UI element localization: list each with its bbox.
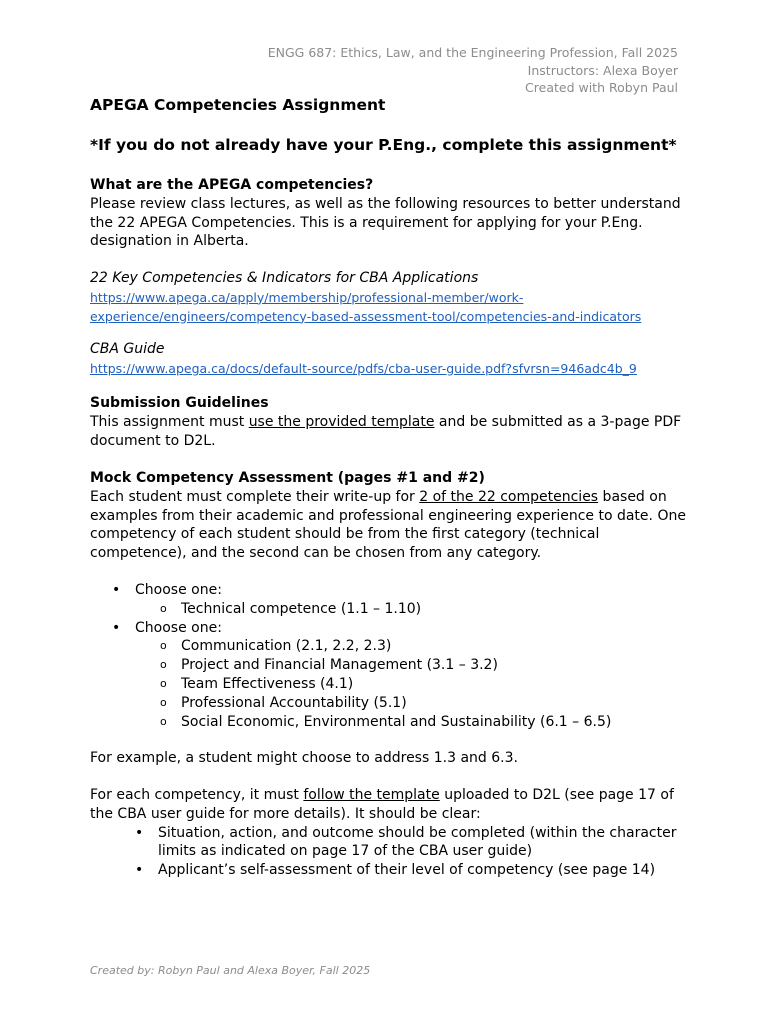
example-paragraph: For example, a student might choose to address 1.3 and 6.3. [90, 750, 518, 766]
bullet-icon: • [135, 862, 144, 879]
resource-competencies [90, 269, 690, 326]
resource-link[interactable]: https://www.apega.ca/apply/membership/professional-member/work- experience/engineers/competency-based-assessment-tool/competencies-and-indicators [90, 289, 642, 324]
competency-choices-list [90, 581, 690, 731]
list-item: o Social Economic, Environmental and Sustainability (6.1 – 6.5) [160, 713, 612, 730]
section-body: This assignment must use the provided template and be submitted as a 3-page PDF document to D2L. [90, 413, 682, 449]
section-body: Each student must complete their write-up for 2 of the 22 competencies based on examples from their academic and professional engineering experience to date. One competency of each student should be from the first category (technical competence), and the second can be chosen from any category. [90, 488, 686, 562]
section-heading: Mock Competency Assessment (pages #1 and #2) [90, 470, 485, 486]
section-mock-assessment [90, 469, 690, 563]
list-item: o Professional Accountability (5.1) [160, 694, 407, 711]
course-line: ENGG 687: Ethics, Law, and the Engineering Profession, Fall 2025 [267, 45, 678, 60]
document-header [268, 44, 678, 97]
section-submission-guidelines [90, 394, 690, 450]
resource-title: CBA Guide [90, 341, 165, 357]
section-body: Please review class lectures, as well as the following resources to better understand the 22 APEGA Competencies. This is a requirement for applying for your P.Eng. designation in Alberta. [90, 195, 681, 250]
list-item: • Choose one: o Technical competence (1.1 – 1.10) [90, 581, 690, 619]
created-with-line: Created with Robyn Paul [525, 80, 678, 95]
page-footer: Created by: Robyn Paul and Alexa Boyer, Fall 2025 [90, 964, 371, 977]
circle-bullet-icon: o [160, 695, 167, 709]
template-link[interactable]: follow the template [303, 787, 440, 803]
resource-cba-guide [90, 340, 690, 379]
circle-bullet-icon: o [160, 601, 167, 615]
underlined-text: 2 of the 22 competencies [419, 488, 599, 505]
bullet-icon: • [112, 582, 121, 598]
circle-bullet-icon: o [160, 658, 167, 672]
list-item: • Choose one: o Communication (2.1, 2.2, 2.3) o Project and Financial Management (3.1 – 3.2) o Team Effectiveness (4.1) o Professional Accountability (5.1) o Social Economic, Environmental and Sustainability (6.1 – 6.5) [90, 619, 690, 732]
circle-bullet-icon: o [160, 639, 167, 653]
section-what-are-competencies [90, 176, 690, 251]
template-link[interactable]: use the provided template [248, 413, 435, 430]
list-item: o Team Effectiveness (4.1) [160, 675, 354, 692]
for-each-paragraph: For each competency, it must follow the template uploaded to D2L (see page 17 of the CBA user guide for more details). It should be clear: • Situation, action, and outcome should be completed (within the character limits as indicated on page 17 of the CBA user guide) • Applicant’s self-assessment of their level of competency (see page 14) [90, 786, 690, 880]
document-title: APEGA Competencies Assignment [90, 96, 386, 114]
instructors-line: Instructors: Alexa Boyer [527, 62, 678, 78]
section-heading: Submission Guidelines [90, 395, 269, 411]
document-subtitle: *If you do not already have your P.Eng., complete this assignment* [90, 136, 677, 154]
bullet-icon: • [135, 824, 144, 841]
circle-bullet-icon: o [160, 676, 167, 690]
list-item: o Communication (2.1, 2.2, 2.3) [160, 638, 392, 655]
resource-link[interactable]: https://www.apega.ca/docs/default-source/pdfs/cba-user-guide.pdf?sfvrsn=946adc4b_9 [90, 360, 637, 376]
list-item: o Project and Financial Management (3.1 – 3.2) [160, 657, 498, 674]
list-item: o Technical competence (1.1 – 1.10) [160, 600, 422, 617]
list-item: • Situation, action, and outcome should be completed (within the character limits as indicated on page 17 of the CBA user guide) [135, 824, 677, 860]
circle-bullet-icon: o [160, 714, 167, 728]
bullet-icon: • [112, 619, 121, 636]
list-item: • Applicant’s self-assessment of their level of competency (see page 14) [135, 862, 656, 879]
resource-title: 22 Key Competencies & Indicators for CBA Applications [90, 270, 479, 286]
section-heading: What are the APEGA competencies? [90, 177, 374, 193]
